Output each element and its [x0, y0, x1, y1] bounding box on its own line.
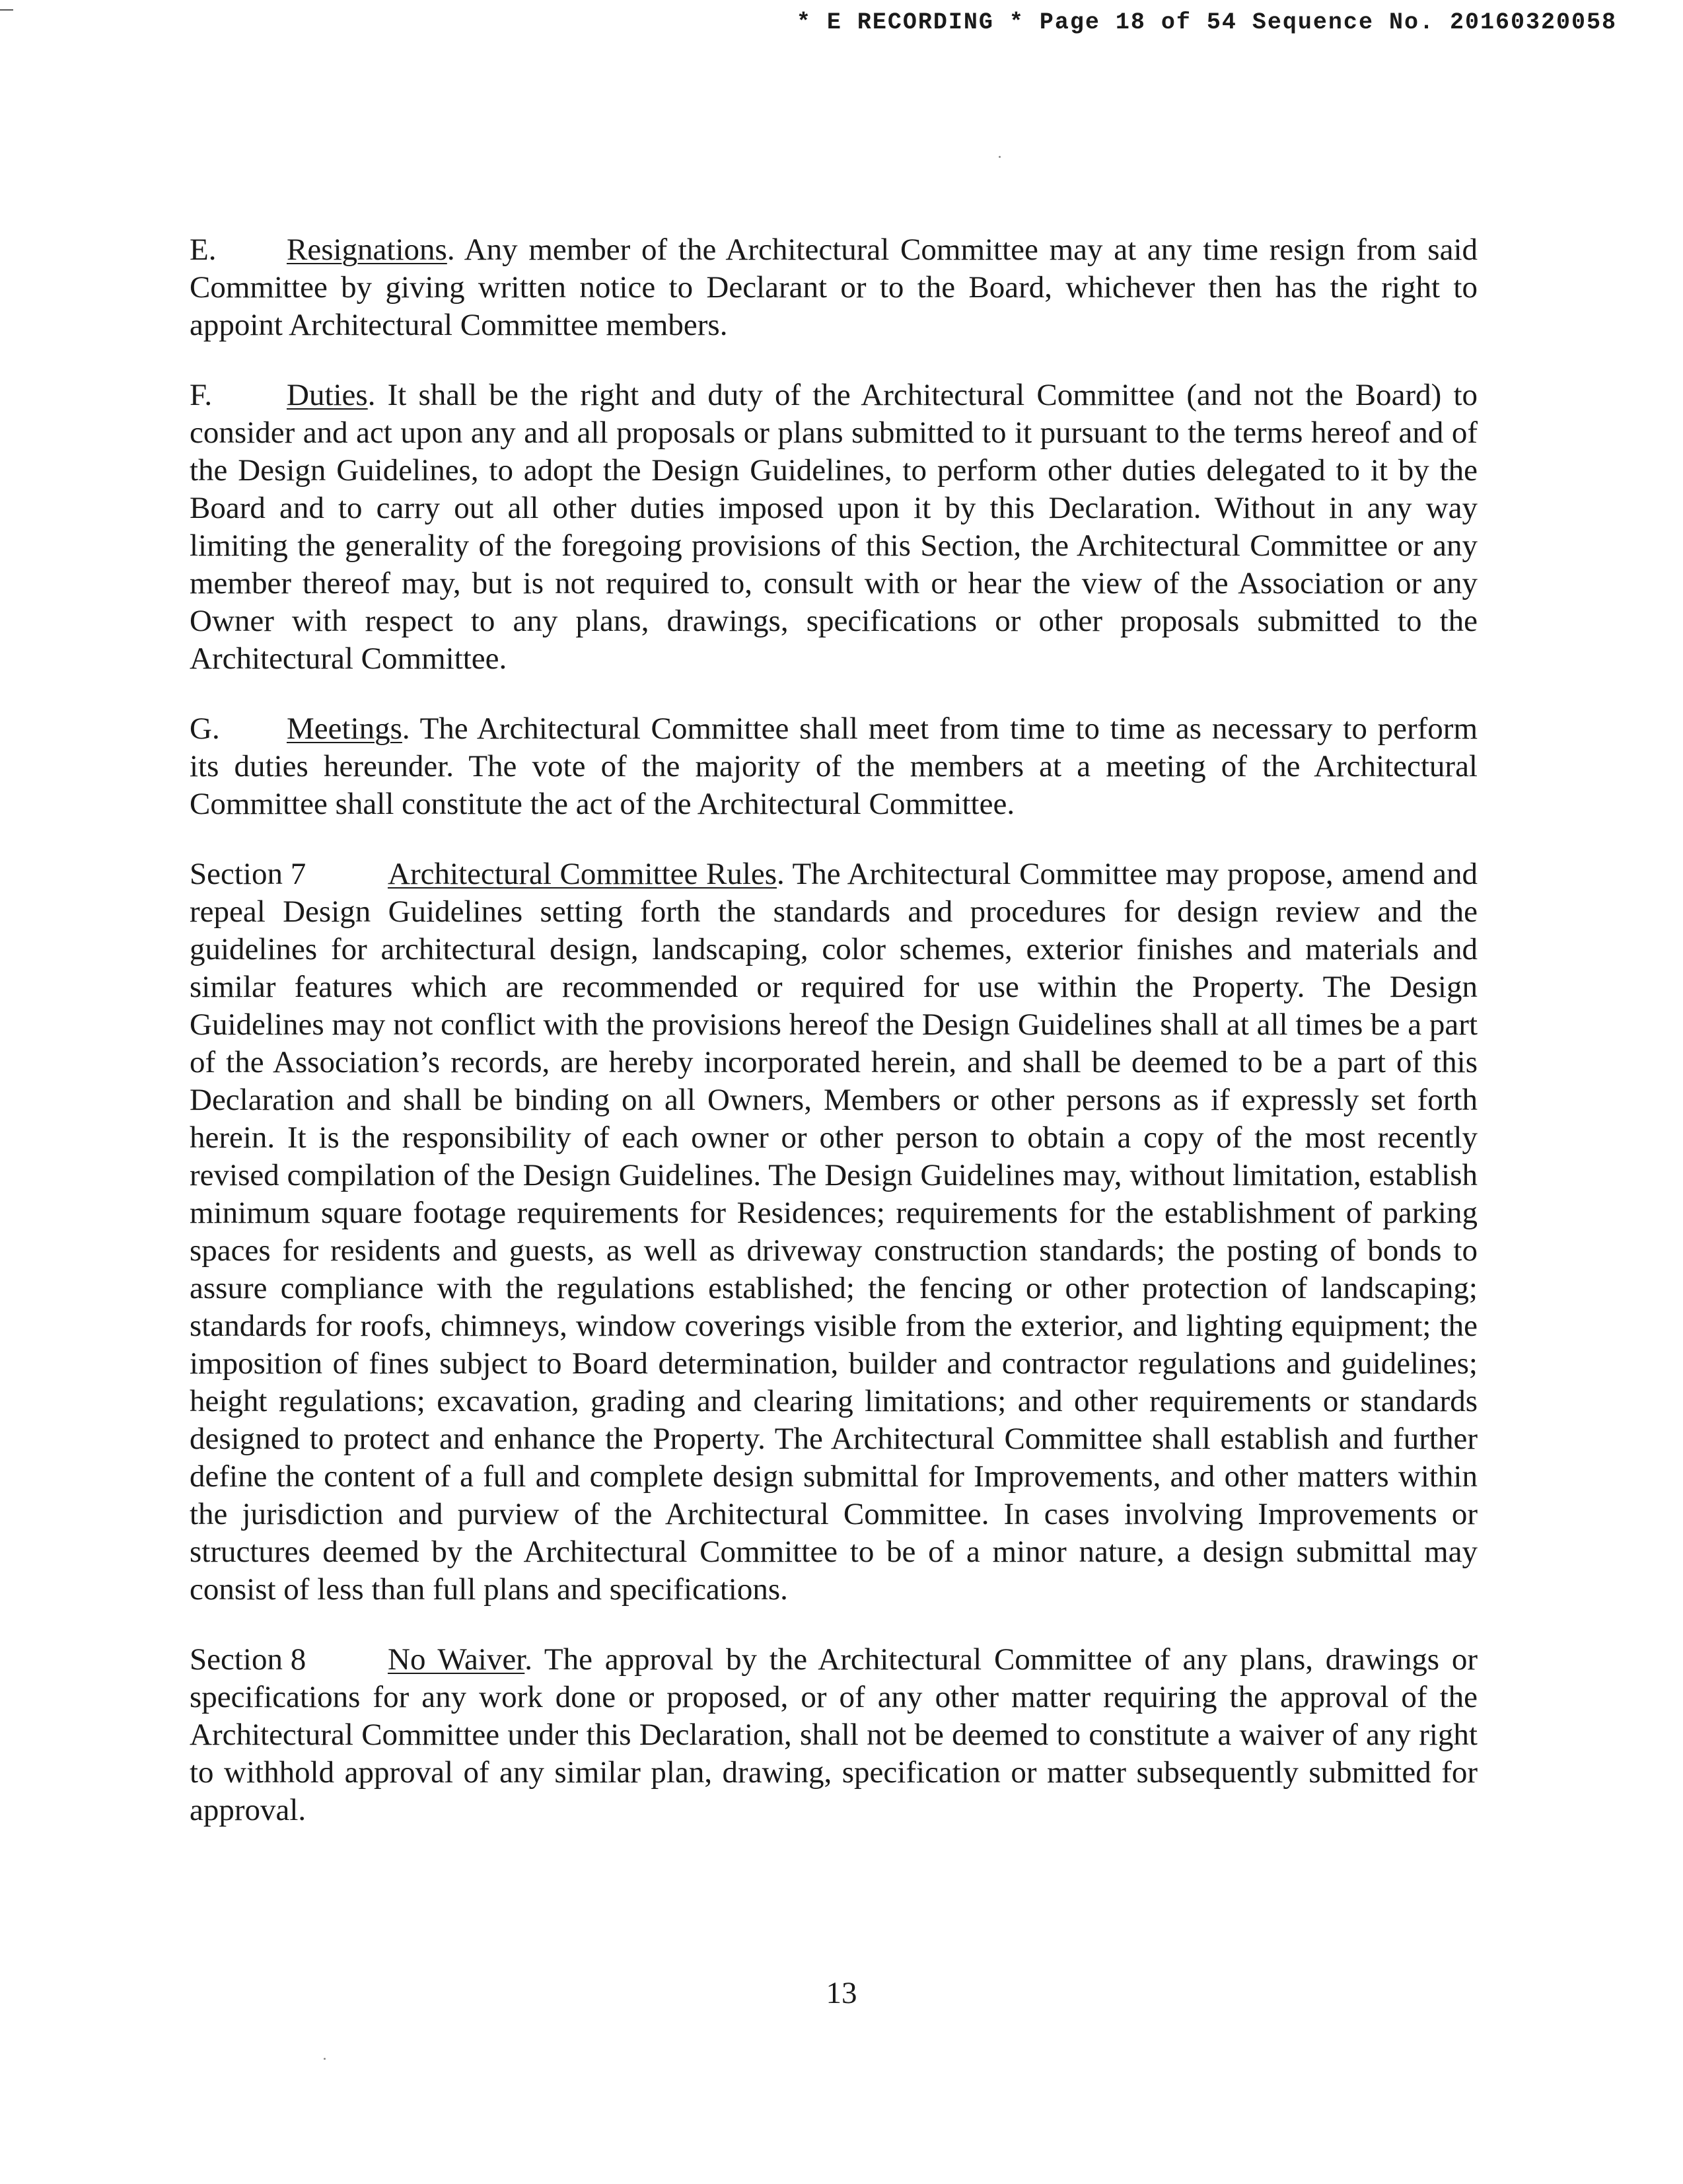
paragraph-text: . The Architectural Committee shall meet from time to time as necessary to perform its duties hereunder. The vote of the majority of the members at a meeting of the Architectural Committee shall constitute the act of the Architectural Committee. [190, 711, 1478, 821]
section-heading: Architectural Committee Rules [388, 857, 777, 891]
section-label: Section 7 [190, 857, 306, 891]
paragraph-duties [190, 377, 1478, 678]
paragraph-meetings [190, 710, 1478, 823]
paragraph-text: . It shall be the right and duty of the Architectural Committee (and not the Board) to consider and act upon any and all proposals or plans submitted to it pursuant to the terms hereof and of the Design Guidelines, to adopt the Design Guidelines, to perform other duties delegated to it by the Board and to carry out all other duties imposed upon it by this Declaration. Without in any way limiting the generality of the foregoing provisions of this Section, the Architectural Committee or any member thereof may, but is not required to, consult with or hear the view of the Association or any Owner with respect to any plans, drawings, specifications or other proposals submitted to the Architectural Committee. [190, 378, 1478, 676]
paragraph-resignations [190, 231, 1478, 344]
section-text: . The approval by the Architectural Committee of any plans, drawings or specifications for any work done or proposed, or of any other matter requiring the approval of the Architectural Committee under this Declaration, shall not be deemed to constitute a waiver of any right to withhold approval of any similar plan, drawing, specification or matter subsequently submitted for approval. [190, 1642, 1478, 1827]
section-label: Section 8 [190, 1642, 306, 1677]
scan-edge-mark [0, 9, 13, 11]
paragraph-heading: Resignations [287, 233, 447, 267]
section-8-no-waiver [190, 1641, 1478, 1829]
scan-speck [999, 156, 1001, 158]
page-number: 13 [826, 1976, 857, 2010]
recording-header: * E RECORDING * Page 18 of 54 Sequence No. 20160320058 [796, 9, 1617, 36]
paragraph-heading: Meetings [287, 711, 402, 746]
paragraph-label: E. [190, 233, 217, 267]
document-body [190, 231, 1478, 1829]
paragraph-label: G. [190, 711, 220, 746]
section-text: . The Architectural Committee may propose, amend and repeal Design Guidelines setting forth the standards and procedures for design review and the guidelines for architectural design, landscaping, color schemes, exterior finishes and materials and similar features which are recommended or required for use within the Property. The Design Guidelines may not conflict with the provisions hereof the Design Guidelines shall at all times be a part of the Association’s records, are hereby incorporated herein, and shall be deemed to be a part of this Declaration and shall be binding on all Owners, Members or other persons as if expressly set forth herein. It is the responsibility of each owner or other person to obtain a copy of the most recently revised compilation of the Design Guidelines. The Design Guidelines may, without limitation, establish minimum square footage requirements for Residences; requirements for the establishment of parking spaces for residents and guests, as well as driveway construction standards; the posting of bonds to assure compliance with the regulations established; the fencing or other protection of landscaping; standards for roofs, chimneys, window coverings visible from the exterior, and lighting equipment; the imposition of fines subject to Board determination, builder and contractor regulations and guidelines; height regulations; excavation, grading and clearing limitations; and other requirements or standards designed to protect and enhance the Property. The Architectural Committee shall establish and further define the content of a full and complete design submittal for Improvements, and other matters within the jurisdiction and purview of the Architectural Committee. In cases involving Improvements or structures deemed by the Architectural Committee to be of a minor nature, a design submittal may consist of less than full plans and specifications. [190, 857, 1478, 1607]
paragraph-label: F. [190, 378, 213, 412]
section-heading: No Waiver [388, 1642, 525, 1677]
paragraph-heading: Duties [287, 378, 368, 412]
scan-speck [324, 2058, 326, 2060]
section-7-architectural-committee-rules [190, 855, 1478, 1609]
paragraph-text: . Any member of the Architectural Committee may at any time resign from said Committee by giving written notice to Declarant or to the Board, whichever then has the right to appoint Architectural Committee members. [190, 233, 1478, 342]
